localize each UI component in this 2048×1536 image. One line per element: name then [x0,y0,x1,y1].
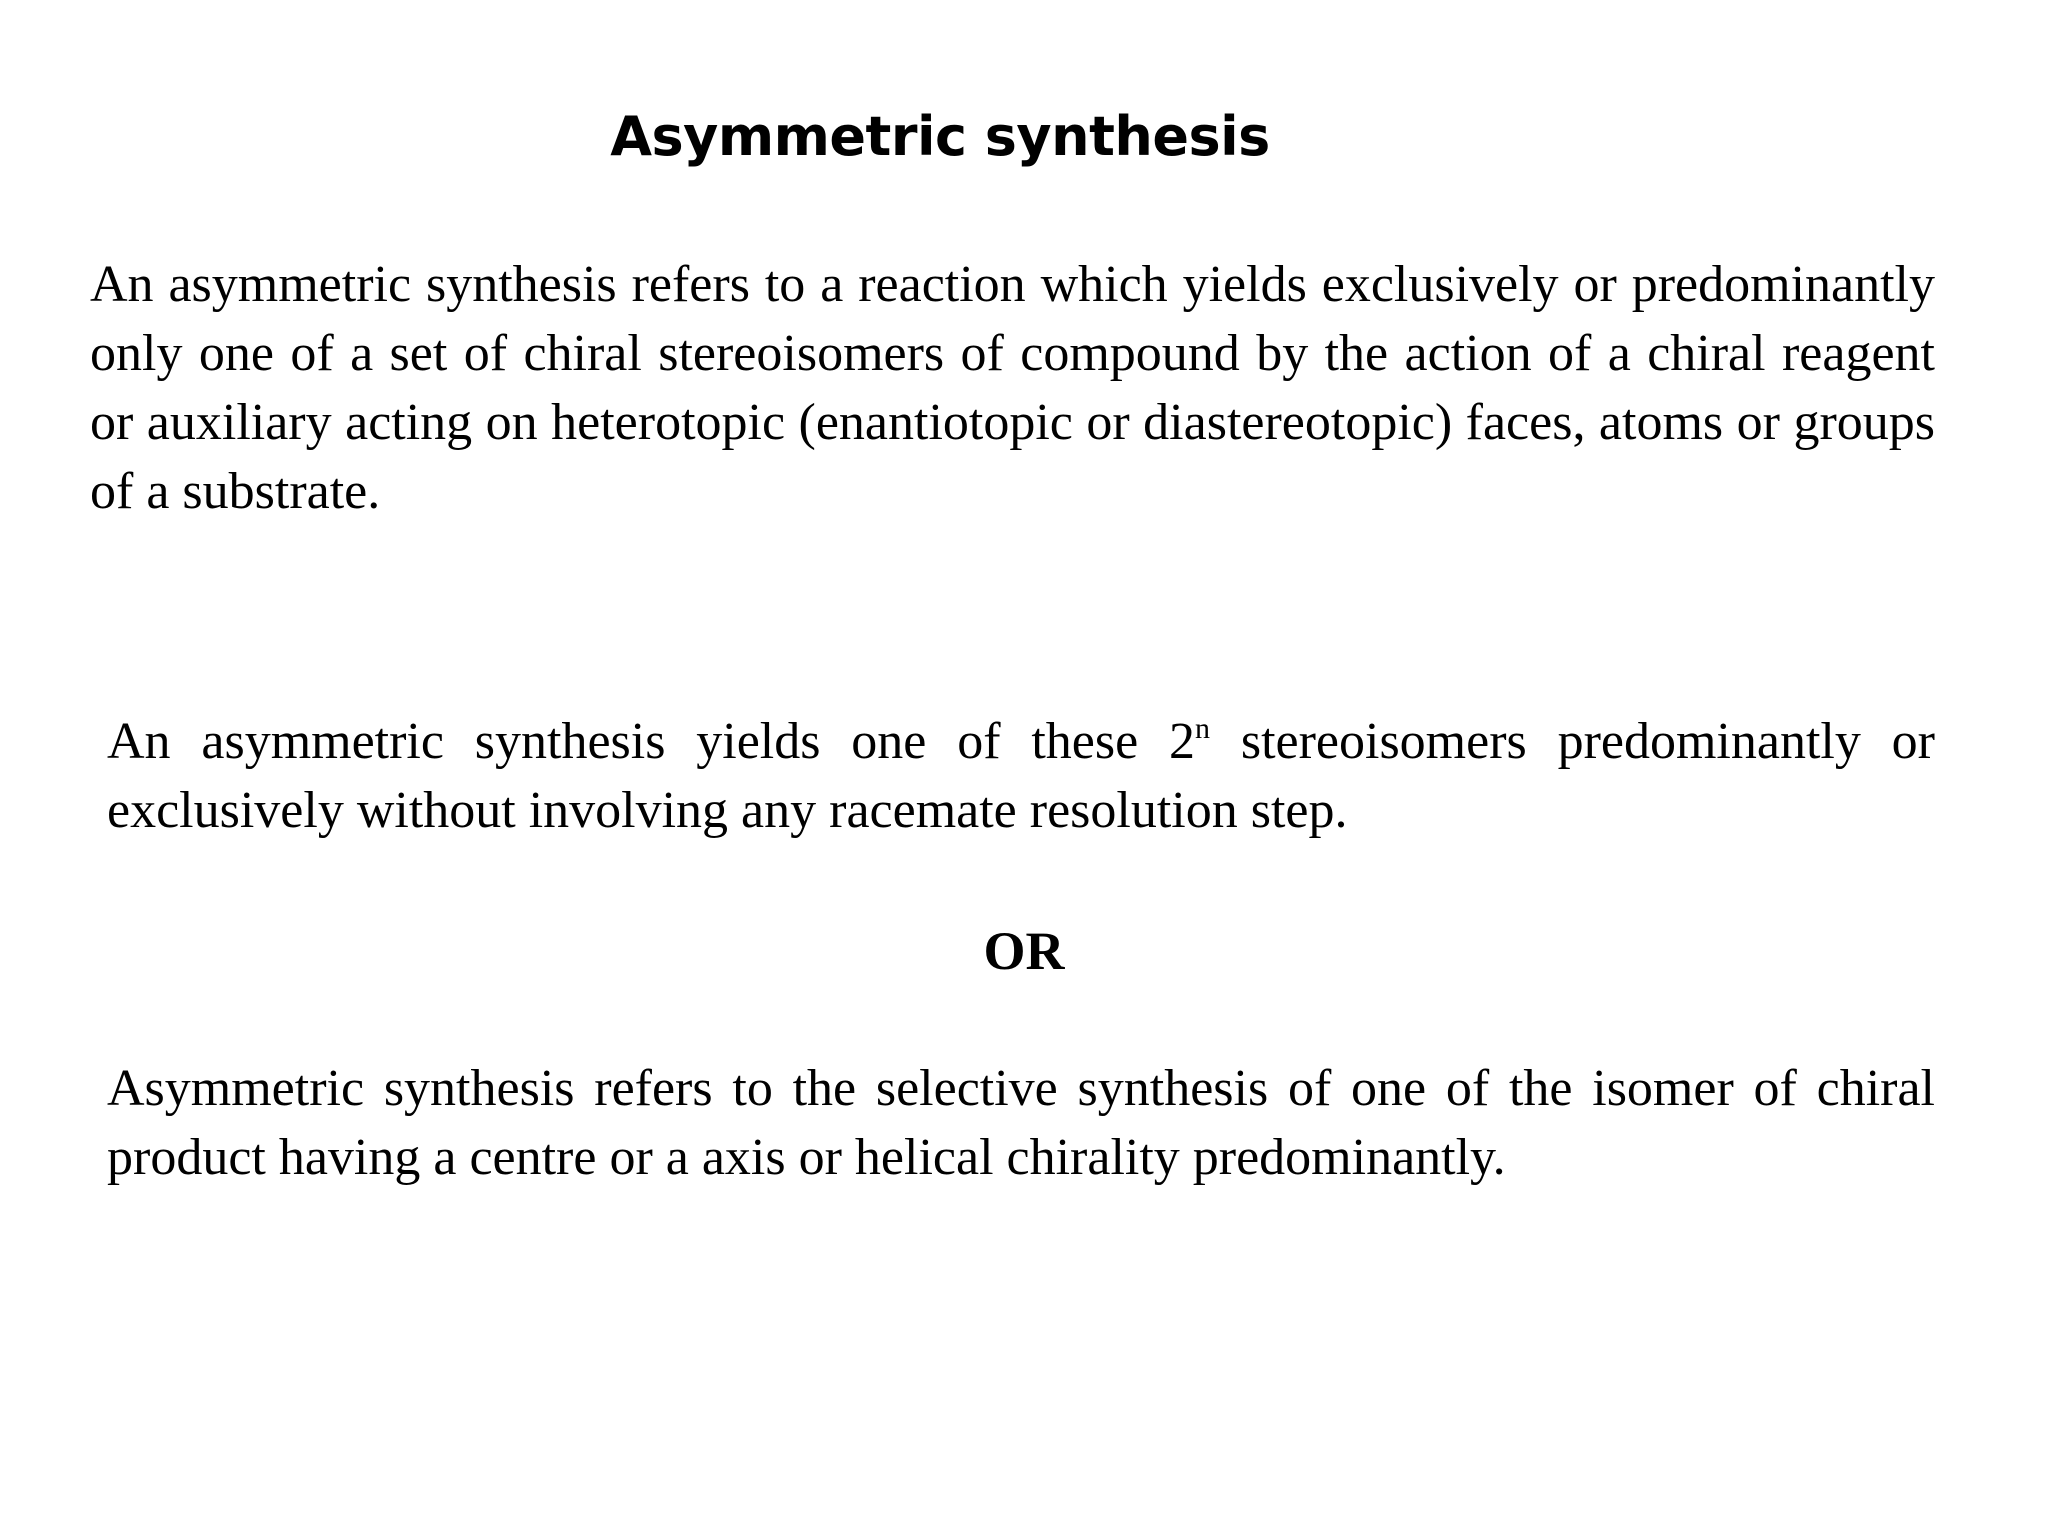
or-separator: OR [983,921,1065,981]
statement-text-after: stereoisomers predominantly or exclusively without involving any racemate resolution step. [107,713,1935,839]
statement-paragraph [107,707,1935,845]
statement-text-before: An asymmetric synthesis yields one of these 2 [107,713,1196,770]
alternative-paragraph: Asymmetric synthesis refers to the selective synthesis of one of the isomer of chiral product having a centre or a axis or helical chirality predominantly. [107,1060,1935,1186]
statement-superscript: n [1195,712,1211,745]
slide-title: Asymmetric synthesis [610,105,1270,168]
definition-paragraph: An asymmetric synthesis refers to a reaction which yields exclusively or predominantly only one of a set of chiral stereoisomers of compound by the action of a chiral reagent or auxiliary acting on heterotopic (enantiotopic or diastereotopic) faces, atoms or groups of a substrate. [90,256,1935,520]
